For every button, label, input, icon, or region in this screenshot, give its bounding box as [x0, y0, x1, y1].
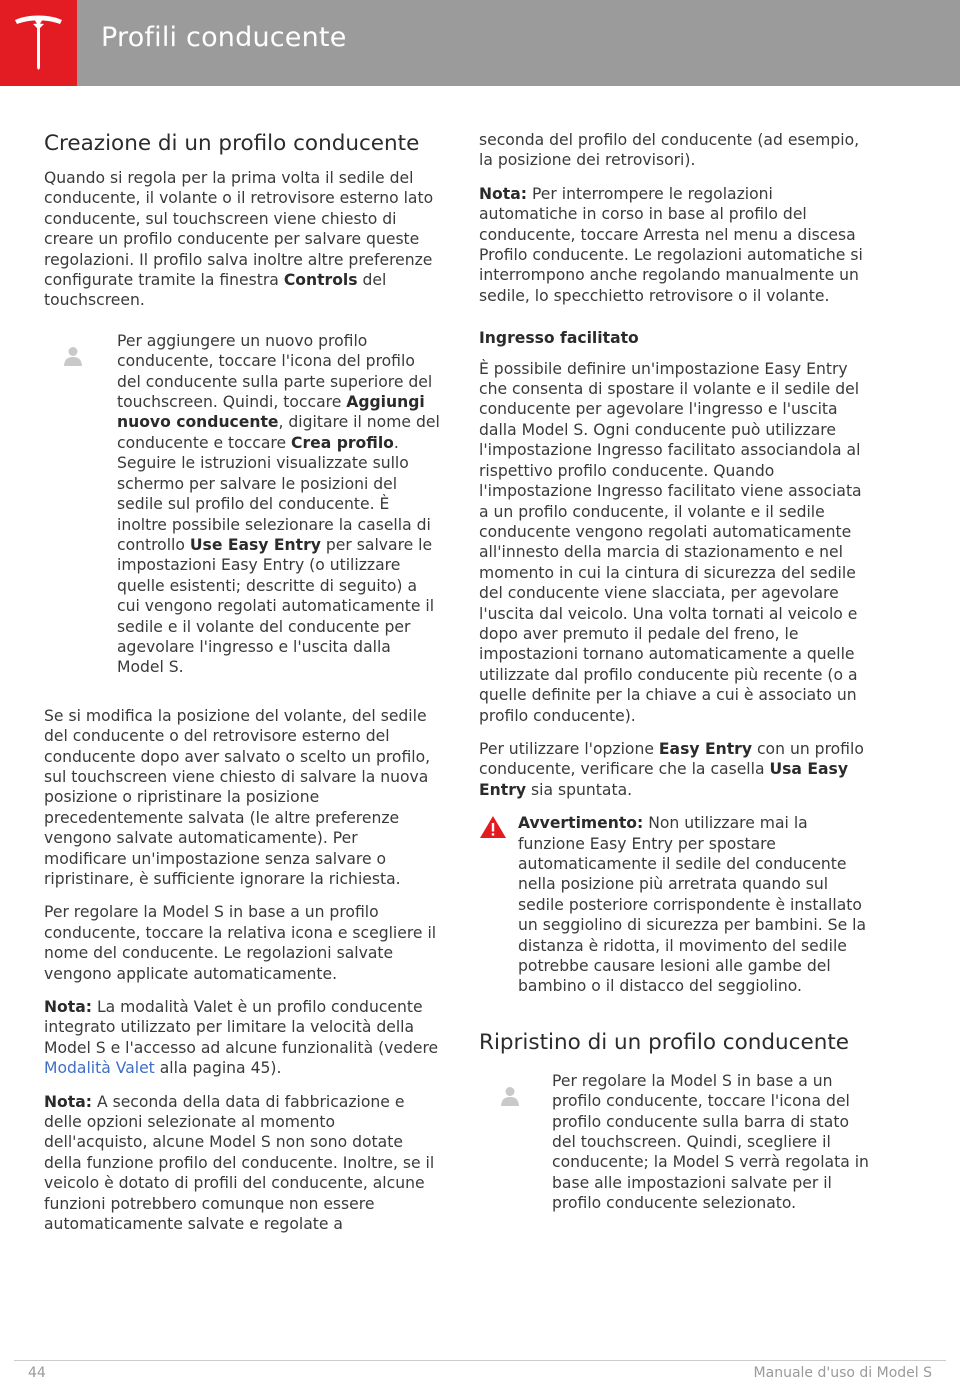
left-column	[44, 130, 440, 1248]
manual-name: Manuale d'uso di Model S	[753, 1365, 932, 1381]
restore-profile-text: Per regolare la Model S in base a un profilo conducente, toccare l'icona del profilo conducente sulla barra di stato del touchscreen. Quindi, scegliere il conducente; la Model S verrà regolata in base alle impostazioni salvate per il profilo conducente selezionato.	[552, 1071, 869, 1213]
subheading-easy-entry: Ingresso facilitato	[479, 329, 639, 348]
note-availability: Nota: A seconda della data di fabbricazione e delle opzioni selezionate al momento dell'acquisto, alcune Model S non sono dotate della funzione profilo del conducente. Inoltre, se il veicolo è dotato di profili del conducente, alcune funzioni potrebbero comunque non essere automaticamente salvate e regolate a	[44, 1092, 435, 1234]
intro-paragraph: Quando si regola per la prima volta il sedile del conducente, il volante o il retrovisore esterno lato conducente, sul touchscreen viene chiesto di creare un profilo conducente per salvare queste regolazioni. Il profilo salva inoltre altre preferenze configurate tramite la finestra Controls del touchscreen.	[44, 169, 434, 310]
warning-triangle-icon	[479, 815, 507, 839]
tesla-logo-icon	[12, 12, 65, 72]
page-header	[0, 0, 960, 86]
person-icon	[62, 345, 84, 367]
footer-divider	[14, 1360, 946, 1361]
note-stop-adjustments: Nota: Per interrompere le regolazioni automatiche in corso in base al profilo del conducente, toccare Arresta nel menu a discesa Profilo conducente. Le regolazioni automatiche si interrompono anche regolando manualmente un sedile, lo specchietto retrovisore o il volante.	[479, 184, 863, 305]
right-column	[479, 130, 875, 1242]
restore-profile-note	[479, 1071, 875, 1214]
paragraph-enable-easy-entry: Per utilizzare l'opzione Easy Entry con un profilo conducente, verificare che la casella Usa Easy Entry sia spuntata.	[479, 739, 864, 799]
page-title: Profili conducente	[101, 22, 347, 53]
tesla-logo-box	[0, 0, 77, 86]
add-profile-text: Per aggiungere un nuovo profilo conducente, toccare l'icona del profilo del conducente sulla parte superiore del touchscreen. Quindi, toccare Aggiungi nuovo conducente, digitare il nome del conducente e toccare Crea profilo. Seguire le istruzioni visualizzate sullo schermo per salvare le posizioni del sedile sul profilo del conducente. È inoltre possibile selezionare la casella di controllo Use Easy Entry per salvare le impostazioni Easy Entry (o utilizzare quelle esistenti; descritte di seguito) a cui vengono regolati automaticamente il sedile e il volante del conducente per agevolare l'ingresso e l'uscita dalla Model S.	[117, 331, 440, 677]
section-heading-create: Creazione di un profilo conducente	[44, 131, 420, 156]
page-number: 44	[28, 1365, 46, 1381]
paragraph-easy-entry: È possibile definire un'impostazione Easy Entry che consenta di spostare il volante e il sedile del conducente per agevolare l'ingresso e l'uscita dalla Model S. Ogni conducente può utilizzare l'impostazione Ingresso facilitato associandola al rispettivo profilo conducente. Quando l'impostazione Ingresso facilitato viene associata a un profilo conducente, il volante e il sedile conducente vengono regolati automaticamente all'innesto della marcia di stazionamento e nel momento in cui la cintura di sicurezza del sedile del conducente viene slacciata, per agevolare l'uscita dal veicolo. Una volta tornati al veicolo e dopo aver premuto il pedale del freno, le impostazioni tornano automaticamente a quelle utilizzate dal profilo conducente più recente (o a quelle definite per la chiave a cui è associato un profilo conducente).	[479, 359, 862, 725]
note-valet: Nota: La modalità Valet è un profilo conducente integrato utilizzato per limitare la velocità della Model S e l'accesso ad alcune funzionalità (vedere Modalità Valet alla pagina 45).	[44, 998, 439, 1078]
paragraph-continued: seconda del profilo del conducente (ad esempio, la posizione dei retrovisori).	[479, 131, 860, 170]
paragraph-adjust: Per regolare la Model S in base a un profilo conducente, toccare la relativa icona e scegliere il nome del conducente. Le regolazioni salvate vengono applicate automaticamente.	[44, 903, 437, 983]
valet-mode-link[interactable]: Modalità Valet	[44, 1059, 155, 1078]
add-profile-note	[44, 331, 440, 678]
person-icon	[499, 1085, 521, 1107]
section-heading-restore: Ripristino di un profilo conducente	[479, 1029, 850, 1055]
warning-text: Avvertimento: Non utilizzare mai la funzione Easy Entry per spostare automaticamente il sedile del conducente nella posizione più arretrata quando sul sedile posteriore corrispondente è installato un seggiolino di sicurezza per bambini. Se la distanza è ridotta, il movimento del sedile potrebbe causare lesioni alle gambe del bambino o il distacco del seggiolino.	[518, 814, 867, 996]
warning-block	[479, 813, 875, 997]
paragraph-modify: Se si modifica la posizione del volante, del sedile del conducente o del retrovisore esterno del conducente dopo aver salvato o scelto un profilo, sul touchscreen viene chiesto di salvare la nuova posizione o ripristinare la posizione precedentemente salvata (le altre preferenze vengono salvate automaticamente). Per modificare un'impostazione senza salvare o ripristinare, è sufficiente ignorare la richiesta.	[44, 706, 431, 888]
controls-term: Controls	[283, 271, 358, 290]
